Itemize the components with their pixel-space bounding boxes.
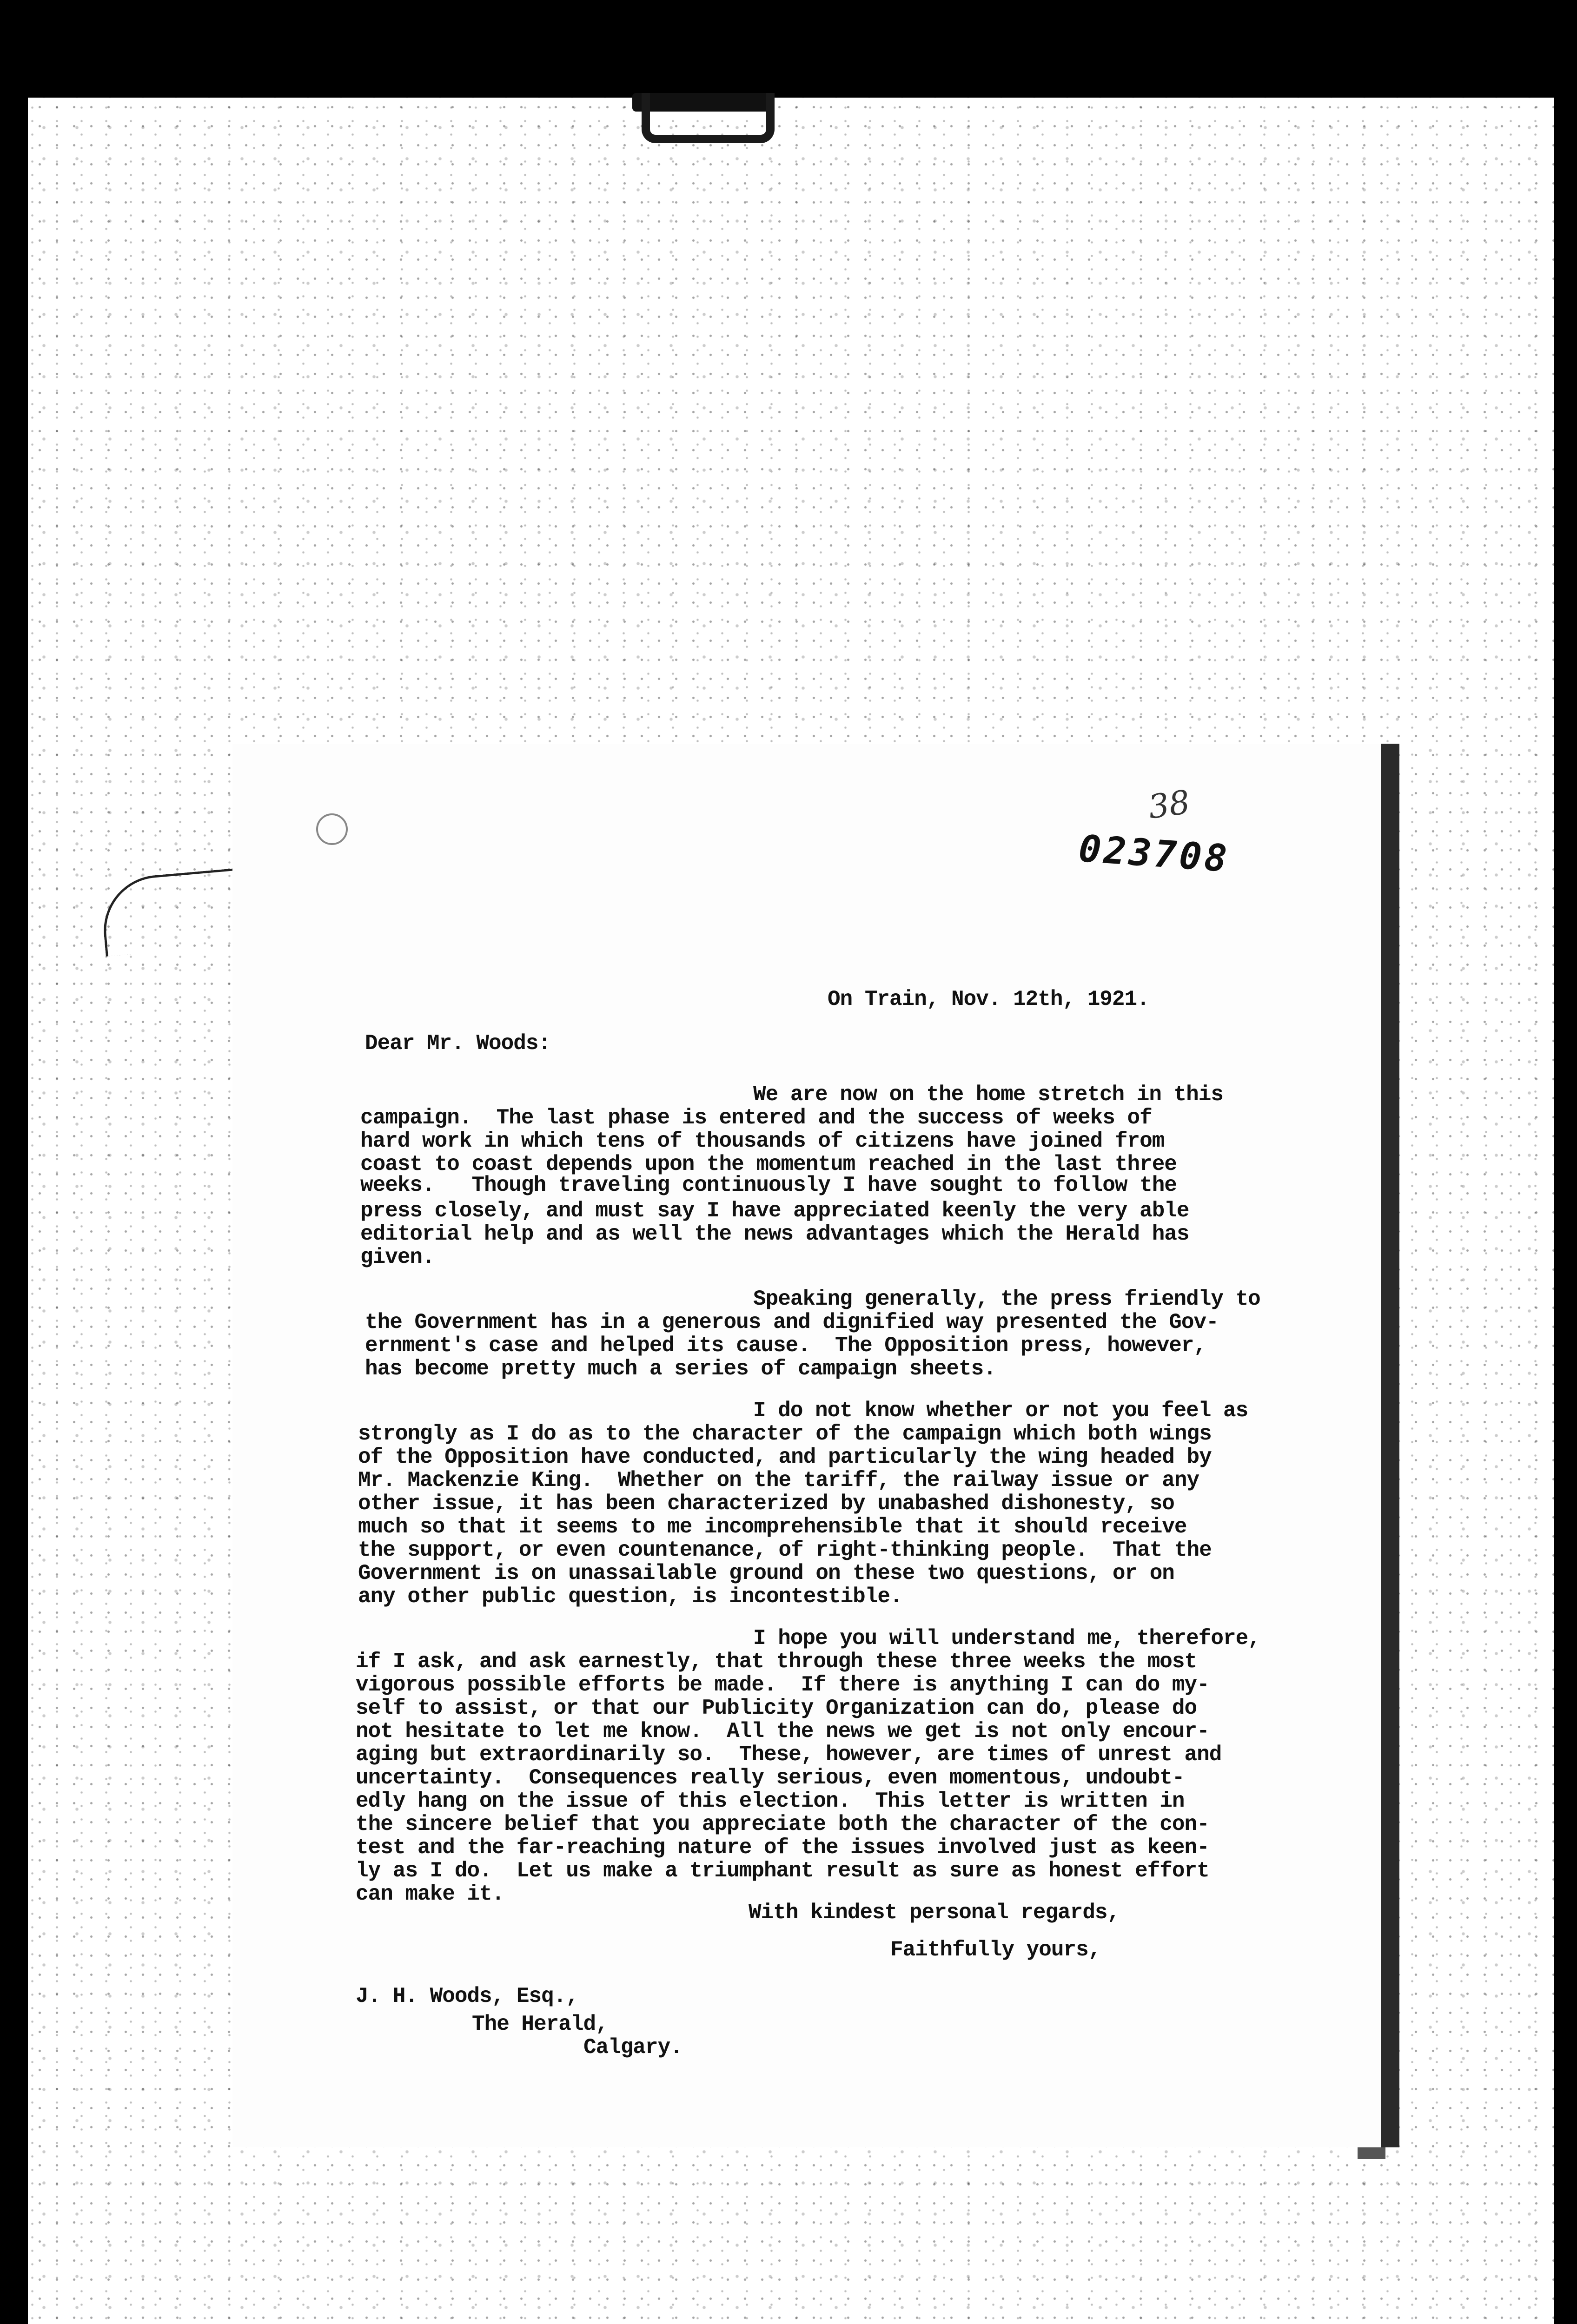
paragraph-3-line: much so that it seems to me incomprehensible that it should receive [358, 1515, 1187, 1539]
paragraph-3-line: strongly as I do as to the character of the campaign which both wings [358, 1422, 1212, 1446]
closing-line: With kindest personal regards, [749, 1901, 1120, 1925]
paragraph-1-line: editorial help and as well the news advantages which the Herald has [360, 1222, 1189, 1246]
paragraph-4-line: self to assist, or that our Publicity Organization can do, please do [356, 1696, 1197, 1720]
paragraph-1-line: given. [360, 1245, 435, 1269]
paragraph-1-line: weeks. Though traveling continuously I have sought to follow the [360, 1173, 1177, 1197]
paragraph-4-line: can make it. [356, 1882, 504, 1906]
paragraph-1-line: hard work in which tens of thousands of citizens have joined from [360, 1129, 1165, 1153]
paragraph-3-line: Mr. Mackenzie King. Whether on the tariff, the railway issue or any [358, 1468, 1199, 1492]
paragraph-3-line: of the Opposition have conducted, and particularly the wing headed by [358, 1445, 1212, 1469]
punch-hole-mark [316, 813, 348, 845]
paragraph-2-line: ernment's case and helped its cause. The Opposition press, however, [365, 1334, 1206, 1358]
paragraph-2-line: has become pretty much a series of campaign sheets. [365, 1357, 996, 1381]
paragraph-3-line: any other public question, is incontestible. [358, 1585, 902, 1609]
paragraph-4-line: not hesitate to let me know. All the news we get is not only encour- [356, 1719, 1209, 1743]
document-number-stamp: 023708 [1077, 826, 1231, 881]
film-edge-right [1554, 0, 1577, 2324]
paragraph-2-line: the Government has in a generous and dignified way presented the Gov- [365, 1310, 1219, 1334]
paragraph-4-line: vigorous possible efforts be made. If there is anything I can do my- [356, 1673, 1209, 1697]
recipient-name: J. H. Woods, Esq., [356, 1984, 578, 2008]
paragraph-1-line: We are now on the home stretch in this [753, 1083, 1223, 1107]
paragraph-4-line: uncertainty. Consequences really serious, even momentous, undoubt- [356, 1766, 1185, 1790]
binder-clip-loop [642, 93, 775, 143]
paragraph-4-line: I hope you will understand me, therefore, [753, 1626, 1260, 1651]
paragraph-3-line: Government is on unassailable ground on these two questions, or on [358, 1561, 1174, 1585]
paragraph-4-line: if I ask, and ask earnestly, that through these three weeks the most [356, 1650, 1197, 1674]
paragraph-3-line: the support, or even countenance, of right-thinking people. That the [358, 1538, 1212, 1562]
paragraph-4-line: ly as I do. Let us make a triumphant result as sure as honest effort [356, 1859, 1209, 1883]
paragraph-1-line: coast to coast depends upon the momentum reached in the last three [360, 1152, 1177, 1176]
paragraph-1-line: press closely, and must say I have appreciated keenly the very able [360, 1199, 1189, 1223]
recipient-organization: The Herald, [472, 2012, 608, 2036]
paragraph-4-line: test and the far-reaching nature of the issues involved just as keen- [356, 1835, 1209, 1860]
paragraph-2-line: Speaking generally, the press friendly to [753, 1287, 1260, 1311]
paragraph-3-line: I do not know whether or not you feel as [753, 1399, 1248, 1423]
date-line: On Train, Nov. 12th, 1921. [828, 987, 1149, 1011]
paragraph-4-line: the sincere belief that you appreciate both the character of the con- [356, 1812, 1209, 1836]
paragraph-4-line: aging but extraordinarily so. These, however, are times of unrest and [356, 1743, 1222, 1767]
paragraph-4-line: edly hang on the issue of this election. This letter is written in [356, 1789, 1185, 1813]
salutation: Dear Mr. Woods: [365, 1031, 551, 1056]
paragraph-3-line: other issue, it has been characterized by unabashed dishonesty, so [358, 1492, 1174, 1516]
recipient-city: Calgary. [583, 2035, 682, 2060]
signoff-line: Faithfully yours, [890, 1938, 1101, 1962]
paragraph-1-line: campaign. The last phase is entered and the success of weeks of [360, 1106, 1152, 1130]
film-edge-left [0, 0, 28, 2324]
handwritten-page-number: 38 [1146, 783, 1193, 826]
